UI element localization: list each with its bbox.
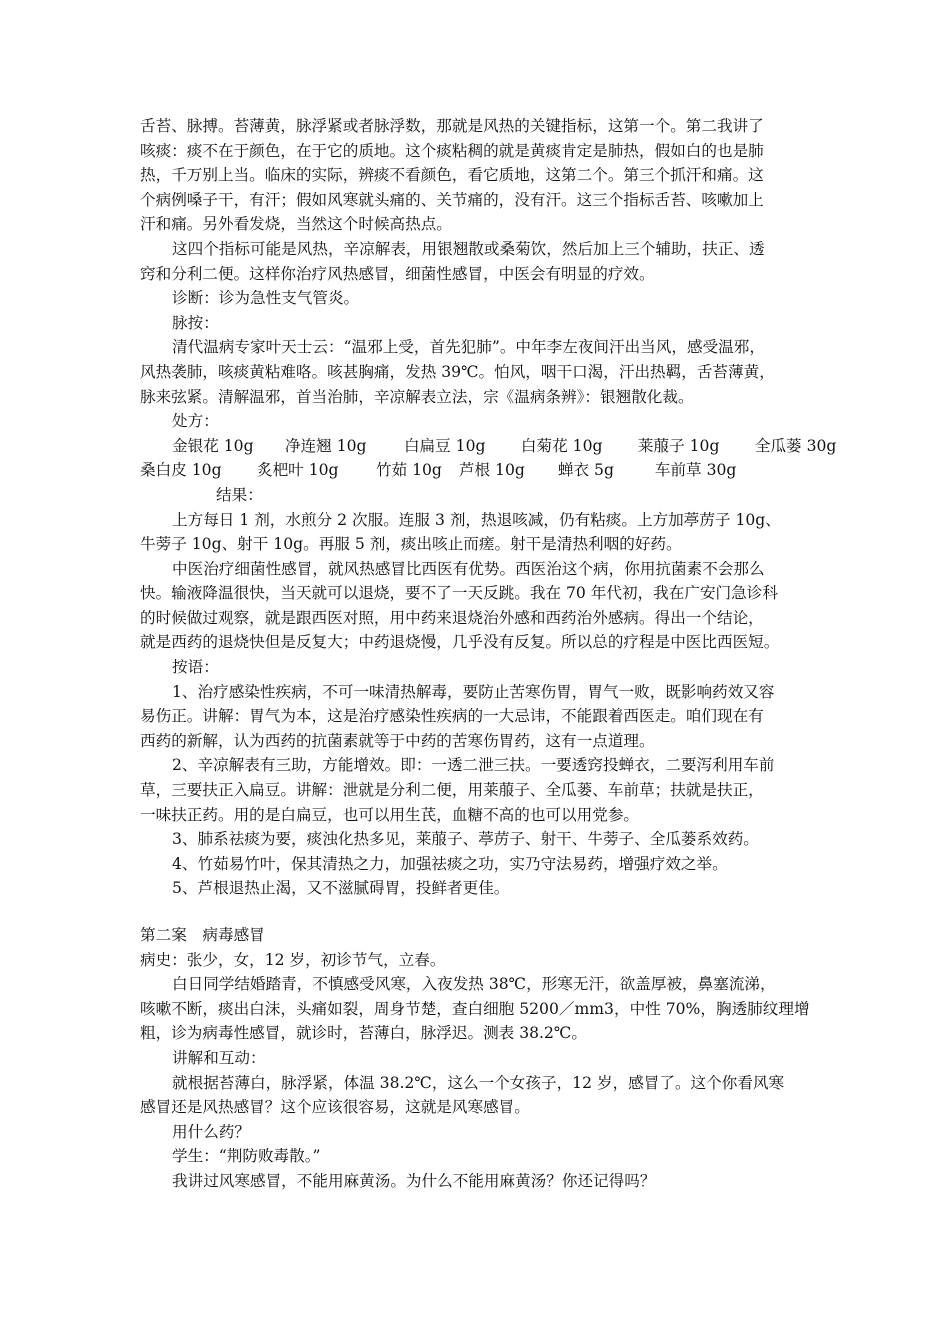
paragraph: [140, 508, 816, 557]
note-item: 4、竹茹易竹叶，保其清热之力，加强祛痰之功，实乃守法易药，增强疗效之举。: [172, 854, 728, 873]
text-line: 上方每日 1 剂，水煎分 2 次服。连服 3 剂，热退咳减，仍有粘痰。上方加葶苈子 10g、: [172, 510, 781, 529]
text-line: 清代温病专家叶天士云：“温邪上受，首先犯肺”。中年李左夜间汗出当风，感受温邪，: [172, 338, 765, 357]
note-item: 3、肺系祛痰为要，痰浊化热多见，莱菔子、葶苈子、射干、牛蒡子、全瓜蒌系效药。: [172, 830, 759, 849]
text-line: 一味扶正药。用的是白扁豆，也可以用生芪，血糖不高的也可以用党参。: [140, 805, 640, 824]
text-line: 快。输液降温很快，当天就可以退烧，要不了一天反跳。我在 70 年代初，我在广安门急诊科: [140, 584, 778, 603]
history-line: 病史：张少，女，12 岁，初诊节气，立春。: [140, 950, 446, 969]
paragraph: [140, 972, 816, 1046]
text-line: 风热袭肺，咳痰黄粘难咯。咳甚胸痛，发热 39℃。怕风，咽干口渴，汗出热羁，舌苔薄黄，: [140, 362, 775, 381]
text-line: 这四个指标可能是风热，辛凉解表，用银翘散或桑菊饮，然后加上三个辅助，扶正、透: [172, 239, 765, 258]
student-answer-line: 学生：“荆防败毒散。”: [172, 1147, 321, 1166]
text-line: 舌苔、脉搏。苔薄黄，脉浮紧或者脉浮数，那就是风热的关键指标，这第一个。第二我讲了: [140, 117, 764, 135]
herb-item: 金银花 10g: [172, 436, 254, 455]
text-line: 1、治疗感染性疾病，不可一味清热解毒，要防止苦寒伤胃，胃气一败，既影响药效又容: [172, 682, 775, 701]
paragraph: [140, 114, 816, 237]
herb-item: 蝉衣 5g: [557, 461, 614, 480]
text-line: 草，三要扶正入扁豆。讲解：泄就是分利二便，用莱菔子、全瓜蒌、车前草；扶就是扶正，: [140, 781, 764, 800]
text-line: 中医治疗细菌性感冒，就风热感冒比西医有优势。西医治这个病，你用抗菌素不会那么: [172, 559, 765, 578]
question-line: 用什么药？: [172, 1122, 250, 1141]
prescription-row: [140, 458, 816, 483]
section-heading: 处方：: [172, 412, 219, 431]
text-line: 牛蒡子 10g、射干 10g。再服 5 剂，痰出咳止而瘥。射干是清热利咽的好药。: [140, 535, 682, 554]
text-line: 白日同学结婚踏青，不慎感受风寒，入夜发热 38℃，形寒无汗，欲盖厚被，鼻塞流涕，: [172, 975, 776, 994]
document-page: [140, 114, 837, 1194]
paragraph: [140, 237, 816, 286]
paragraph: [140, 335, 816, 409]
text-line: 汗和痛。另外看发烧，当然这个时候高热点。: [140, 215, 452, 234]
herb-item: 净连翘 10g: [284, 436, 367, 455]
text-line: 个病例嗓子干，有汗；假如风寒就头痛的、关节痛的，没有汗。这三个指标舌苔、咳嗽加上: [140, 190, 764, 209]
spacer: [140, 901, 816, 923]
text-line: 的时候做过观察，就是跟西医对照，用中药来退烧治外感和西药治外感病。得出一个结论，: [140, 608, 764, 627]
herb-item: 白扁豆 10g: [403, 436, 486, 455]
section-heading: 脉按：: [172, 313, 219, 332]
text-line: 我讲过风寒感冒，不能用麻黄汤。为什么不能用麻黄汤？你还记得吗？: [172, 1171, 656, 1190]
diagnosis-line: 诊断：诊为急性支气管炎。: [172, 289, 360, 308]
text-line: 2、辛凉解表有三助，方能增效。即：一透二泄三扶。一要透窍投蝉衣，二要泻利用车前: [172, 756, 775, 775]
note-item: [140, 753, 816, 827]
note-item: 5、芦根退热止渴，又不滋腻碍胃，投鲜者更佳。: [172, 879, 510, 898]
paragraph: [140, 1071, 816, 1120]
text-line: 就是西药的退烧快但是反复大；中药退烧慢，几乎没有反复。所以总的疗程是中医比西医短。: [140, 633, 780, 652]
text-line: 咳嗽不断，痰出白沫，头痛如裂，周身节楚，查白细胞 5200／mm3，中性 70%，胸透肺纹理增: [140, 999, 810, 1018]
section-heading: 结果：: [216, 485, 263, 504]
text-line: 就根据苔薄白，脉浮紧，体温 38.2℃，这么一个女孩子，12 岁，感冒了。这个你看风寒: [172, 1073, 785, 1092]
prescription-row: [140, 434, 837, 459]
herb-item: 竹茹 10g: [375, 461, 442, 480]
herb-item: 莱菔子 10g: [637, 436, 720, 455]
text-line: 窍和分利二便。这样你治疗风热感冒，细菌性感冒，中医会有明显的疗效。: [140, 264, 655, 283]
text-line: 西药的新解，认为西药的抗菌素就等于中药的苦寒伤胃药，这有一点道理。: [140, 731, 655, 750]
herb-item: 炙杷叶 10g: [256, 461, 339, 480]
note-item: [140, 680, 816, 754]
herb-item: 白菊花 10g: [520, 436, 603, 455]
case-title: 第二案 病毒感冒: [140, 926, 265, 944]
herb-item: 全瓜蒌 30g: [754, 436, 837, 455]
section-heading: 讲解和互动：: [172, 1048, 266, 1067]
herb-item: 桑白皮 10g: [140, 461, 222, 480]
paragraph: [140, 557, 816, 655]
text-line: 感冒还是风热感冒？这个应该很容易，这就是风寒感冒。: [140, 1098, 530, 1117]
herb-item: 芦根 10g: [458, 461, 525, 480]
text-line: 脉来弦紧。清解温邪，首当治肺，辛凉解表立法，宗《温病条辨》：银翘散化裁。: [140, 387, 694, 406]
text-line: 易伤正。讲解：胃气为本，这是治疗感染性疾病的一大忌讳，不能跟着西医走。咱们现在有: [140, 707, 764, 726]
herb-item: 车前草 30g: [654, 461, 737, 480]
section-heading: 按语：: [172, 658, 219, 677]
text-line: 咳痰：痰不在于颜色，在于它的质地。这个痰粘稠的就是黄痰肯定是肺热，假如白的也是肺: [140, 141, 764, 160]
text-line: 热，千万别上当。临床的实际，辨痰不看颜色，看它质地，这第二个。第三个抓汗和痛。这: [140, 166, 764, 185]
text-line: 粗，诊为病毒性感冒，就诊时，苔薄白，脉浮迟。测表 38.2℃。: [140, 1024, 587, 1043]
